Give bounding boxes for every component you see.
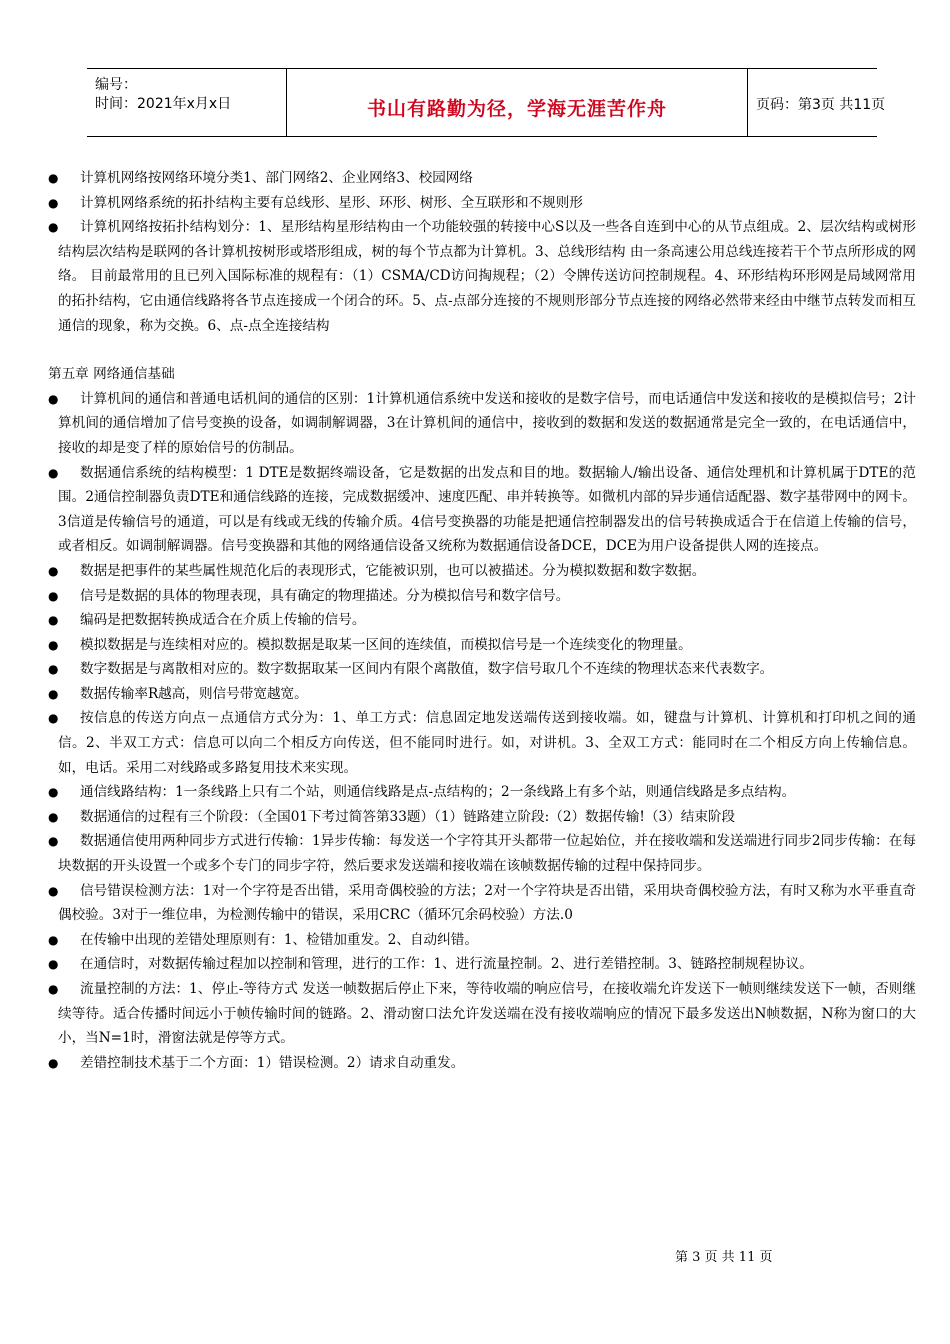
header-motto-cell <box>286 69 748 136</box>
list-item-text: 信号错误检测方法：1对一个字符是否出错，采用奇偶校验的方法；2对一个字符块是否出错，采用块奇偶校验方法，有时又称为水平垂直奇偶校验。3对于一维位串，为检测传输中的错误，采用CRC（循环冗余码校验）方法.0 <box>58 882 916 924</box>
list-item-text: 计算机网络按网络环境分类1、部门网络2、企业网络3、校园网络 <box>80 170 473 186</box>
list-item <box>48 191 916 216</box>
list-item <box>48 928 916 953</box>
list-item <box>48 584 916 609</box>
list-item-text: 编码是把数据转换成适合在介质上传输的信号。 <box>80 612 366 629</box>
list-item-text: 在通信时，对数据传输过程加以控制和管理，进行的工作：1、进行流量控制。2、进行差错控制。3、链路控制规程协议。 <box>80 956 813 973</box>
bullet-icon: ● <box>48 613 59 628</box>
list-item-text: 数字数据是与离散相对应的。数字数据取某一区间内有限个离散值，数字信号取几个不连续的物理状态来代表数字。 <box>80 661 774 678</box>
list-item <box>48 387 916 461</box>
document-time-label: 时间：2021年x月x日 <box>95 96 232 112</box>
list-item <box>48 952 916 977</box>
list-item <box>48 215 916 338</box>
list-item-text: 数据通信使用两种同步方式进行传输：1异步传输：每发送一个字符其开头都带一位起始位，并在接收端和发送端进行同步2同步传输：在每块数据的开头设置一个或多个专门的同步字符，然后要求发送端和接收端在该帧数据传输的过程中保持同步。 <box>58 833 916 875</box>
list-item-text: 信号是数据的具体的物理表现，具有确定的物理描述。分为模拟信号和数字信号。 <box>80 587 570 604</box>
list-item <box>48 682 916 707</box>
bullet-icon: ● <box>48 834 59 849</box>
header-page-label: 页码：第3页 共11页 <box>756 97 886 113</box>
list-item <box>48 706 916 780</box>
list-item <box>48 633 916 658</box>
list-item-text: 数据通信的过程有三个阶段：（全国01下考过简答第33题）（1）链路建立阶段:（2）数据传输!（3）结束阶段 <box>80 808 736 825</box>
bullet-icon: ● <box>48 932 59 947</box>
chapter-heading: 第五章 网络通信基础 <box>48 366 175 383</box>
list-item-text: 计算机网络按拓扑结构划分：1、星形结构星形结构由一个功能较强的转接中心S以及一些各自连到中心的从节点组成。2、层次结构或树形结构层次结构是联网的各计算机按树形或塔形组成，树的每个节点都为计算机。3、总线形结构 由一条高速公用总线连接若干个节点所形成的网络。 目前最常用的且已列入国际标准的规程有：（1）CSMA/CD访问掏规程；（2）令牌传送访问控制规程。4、环形结构环形网是局域网常用的拓扑结构，它由通信线路将各节点连接成一个闭合的环。5、点-点部分连接的不规则形部分节点连接的网络必然带来经由中继节点转发而相互通信的现象，称为交换。6、点-点全连接结构 <box>58 219 916 334</box>
list-item-text: 通信线路结构：1一条线路上只有二个站，则通信线路是点-点结构的；2一条线路上有多个站，则通信线路是多点结构。 <box>80 784 796 801</box>
bullet-icon: ● <box>48 563 59 578</box>
bullet-icon: ● <box>48 883 59 898</box>
list-item-text: 数据传输率R越高，则信号带宽越宽。 <box>80 685 308 702</box>
list-item <box>48 977 916 1051</box>
list-item <box>48 559 916 584</box>
list-item <box>48 879 916 928</box>
list-item-text: 计算机网络系统的拓扑结构主要有总线形、星形、环形、树形、全互联形和不规则形 <box>80 194 583 211</box>
bullet-icon: ● <box>48 662 59 677</box>
header-page-cell <box>748 69 886 136</box>
list-item <box>48 461 916 559</box>
list-item <box>48 805 916 830</box>
bullet-icon: ● <box>48 588 59 603</box>
bullet-list-network-topology <box>48 166 916 338</box>
bullet-icon: ● <box>48 391 59 406</box>
list-item <box>48 608 916 633</box>
list-item-text: 按信息的传送方向点－点通信方式分为：1、单工方式：信息固定地发送端传送到接收端。如，键盘与计算机、计算机和打印机之间的通信。2、半双工方式：信息可以向二个相反方向传送，但不能同时进行。如，对讲机。3、全双工方式：能同时在二个相反方向上传输信息。如，电话。采用二对线路或多路复用技术来实现。 <box>58 710 916 776</box>
bullet-icon: ● <box>48 785 59 800</box>
document-number-label: 编号： <box>95 77 137 93</box>
list-item-text: 流量控制的方法：1、停止-等待方式 发送一帧数据后停止下来，等待收端的响应信号，在接收端允许发送下一帧则继续发送下一帧，否则继续等待。适合传播时间远小于帧传输时间的链路。2、滑动窗口法允许发送端在没有接收端响应的情况下最多发送出N帧数据，N称为窗口的大小，当N=1时，滑窗法就是停等方式。 <box>58 981 916 1047</box>
list-item-text: 数据通信系统的结构模型：1 DTE是数据终端设备，它是数据的出发点和目的地。数据输人/输出设备、通信处理机和计算机属于DTE的范围。2通信控制器负责DTE和通信线路的连接，完成数据缓冲、速度匹配、串并转换等。如微机内部的异步通信适配器、数字基带网中的网卡。3信道是传输信号的通道，可以是有线或无线的传输介质。4信号变换器的功能是把通信控制器发出的信号转换成适合于在信道上传输的信号，或者相反。如调制解调器。信号变换器和其他的网络通信设备又统称为数据通信设备DCE，DCE为用户设备提供人网的连接点。 <box>58 464 916 555</box>
bullet-icon: ● <box>48 809 59 824</box>
list-item-text: 模拟数据是与连续相对应的。模拟数据是取某一区间的连续值，而模拟信号是一个连续变化的物理量。 <box>80 636 692 653</box>
list-item-text: 数据是把事件的某些属性规范化后的表现形式，它能被识别，也可以被描述。分为模拟数据和数字数据。 <box>80 562 706 579</box>
list-item <box>48 657 916 682</box>
bullet-icon: ● <box>48 957 59 972</box>
list-item <box>48 1051 916 1076</box>
bullet-icon: ● <box>48 711 59 726</box>
header-info-cell <box>87 69 285 136</box>
paragraph-gap <box>48 338 916 362</box>
list-item <box>48 829 916 878</box>
page-footer: 第 3 页 共 11 页 <box>675 1250 773 1265</box>
bullet-icon: ● <box>48 465 59 480</box>
list-item-text: 计算机间的通信和普通电话机间的通信的区别：1计算机通信系统中发送和接收的是数字信号，而电话通信中发送和接收的是模拟信号；2计算机间的通信增加了信号变换的设备，如调制解调器，3在计算机间的通信中，接收到的数据和发送的数据通常是完全一致的，在电话通信中，接收的却是变了样的原始信号的仿制品。 <box>58 390 916 456</box>
bullet-icon: ● <box>48 637 59 652</box>
list-item <box>48 780 916 805</box>
list-item-text: 在传输中出现的差错处理原则有：1、检错加重发。2、自动纠错。 <box>80 931 478 948</box>
header-motto: 书山有路勤为径，学海无涯苦作舟 <box>366 98 667 120</box>
bullet-list-communication-basics <box>48 387 916 1076</box>
bullet-icon: ● <box>48 171 59 185</box>
list-item-text: 差错控制技术基于二个方面：1）错误检测。2）请求自动重发。 <box>80 1054 465 1071</box>
bullet-icon: ● <box>48 195 59 210</box>
bullet-icon: ● <box>48 220 59 235</box>
page-header <box>87 68 886 137</box>
bullet-icon: ● <box>48 982 59 996</box>
document-body <box>48 166 916 1075</box>
bullet-icon: ● <box>48 1055 59 1070</box>
bullet-icon: ● <box>48 686 59 701</box>
list-item <box>48 166 916 191</box>
